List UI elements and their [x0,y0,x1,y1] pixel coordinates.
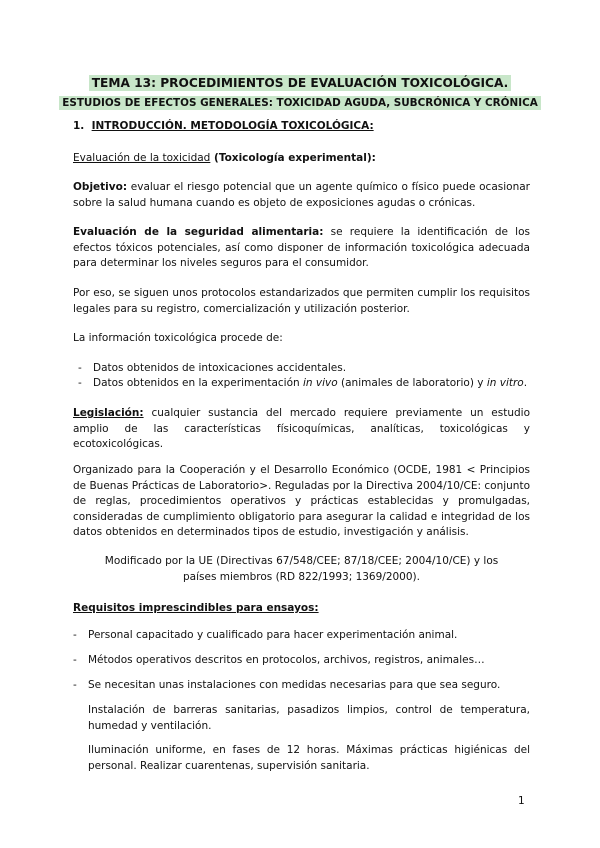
objetivo-paragraph [73,180,530,211]
requisito-2: Métodos operativos descritos en protocolos, archivos, registros, animales… [88,654,485,666]
list-item [73,678,533,694]
requisito-3: Se necesitan unas instalaciones con medidas necesarias para que sea seguro. [88,679,501,691]
seguridad-text: se requiere la identificación de los efectos tóxicos potenciales, así como disponer de información toxicológica adecuada para determinar los niveles seguros para el consumidor. [73,226,530,269]
info-item-2-invivo: in vivo [303,377,338,389]
bullet-dash: - [78,377,82,389]
seguridad-paragraph [73,225,530,272]
list-item [73,653,533,669]
bullet-dash: - [73,654,77,666]
list-item [73,376,533,392]
section-title: INTRODUCCIÓN. METODOLOGÍA TOXICOLÓGICA: [91,120,374,132]
section-heading [73,119,530,135]
title-sub: ESTUDIOS DE EFECTOS GENERALES: TOXICIDAD AGUDA, SUBCRÓNICA Y CRÓNICA [59,96,541,110]
objetivo-label: Objetivo: [73,181,128,193]
page-number: 1 [518,795,525,807]
requisito-detail-2: Iluminación uniforme, en fases de 12 horas. Máximas prácticas higiénicas del personal. Realizar cuarentenas, supervisión sanitaria. [88,744,530,772]
info-item-2-a: Datos obtenidos en la experimentación [93,377,303,389]
eval-tox-heading [73,151,530,167]
objetivo-text: evaluar el riesgo potencial que un agente químico o físico puede ocasionar sobre la salud humana cuando es objeto de exposiciones agudas o crónicas. [73,181,530,209]
eval-tox-label: Evaluación de la toxicidad [73,152,211,164]
eval-tox-rest: (Toxicología experimental): [210,152,376,164]
list-item [73,628,533,644]
list-item [73,361,533,377]
info-item-2-invitro: in vitro [486,377,524,389]
info-item-1: Datos obtenidos de intoxicaciones accidentales. [93,362,347,374]
requisitos-heading: Requisitos imprescindibles para ensayos: [73,602,319,614]
info-item-2 [93,376,527,392]
bullet-dash: - [73,679,77,691]
bullet-dash: - [73,629,77,641]
title-main: TEMA 13: PROCEDIMIENTOS DE EVALUACIÓN TOXICOLÓGICA. [89,75,512,91]
ocde-paragraph: Organizado para la Cooperación y el Desarrollo Económico (OCDE, 1981 < Principios de Buenas Prácticas de Laboratorio>. Reguladas por la Directiva 2004/10/CE: conjunto de reglas, procedimientos operativos y prácticas establecidas y promulgadas, consideradas de cumplimiento obligatorio para asegurar la calidad e integridad de los datos obtenidos en determinados tipos de estudio, investigación y análisis. [73,464,530,538]
info-item-2-e: . [523,377,528,389]
requisito-detail-1: Instalación de barreras sanitarias, pasadizos limpios, control de temperatura, humedad y ventilación. [88,704,530,732]
requisito-1: Personal capacitado y cualificado para hacer experimentación animal. [88,629,458,641]
legislacion-text: cualquier sustancia del mercado requiere previamente un estudio amplio de las características físicoquímicas, analíticas, toxicológicas y ecotoxicológicas. [73,407,530,450]
seguridad-label: Evaluación de la seguridad alimentaria: [73,226,324,238]
info-intro: La información toxicológica procede de: [73,332,283,344]
legislacion-paragraph [73,406,530,453]
title-main-row [0,72,600,91]
legislacion-label: Legislación: [73,407,144,419]
protocolos-paragraph: Por eso, se siguen unos protocolos estandarizados que permiten cumplir los requisitos legales para su registro, comercialización y utilización posterior. [73,287,530,315]
modificado-paragraph: Modificado por la UE (Directivas 67/548/CEE; 87/18/CEE; 2004/10/CE) y los países miembros (RD 822/1993; 1369/2000). [104,555,499,583]
bullet-dash: - [78,362,82,374]
info-item-2-c: (animales de laboratorio) y [337,377,487,389]
title-sub-row [0,91,600,110]
section-number: 1. [73,120,85,132]
